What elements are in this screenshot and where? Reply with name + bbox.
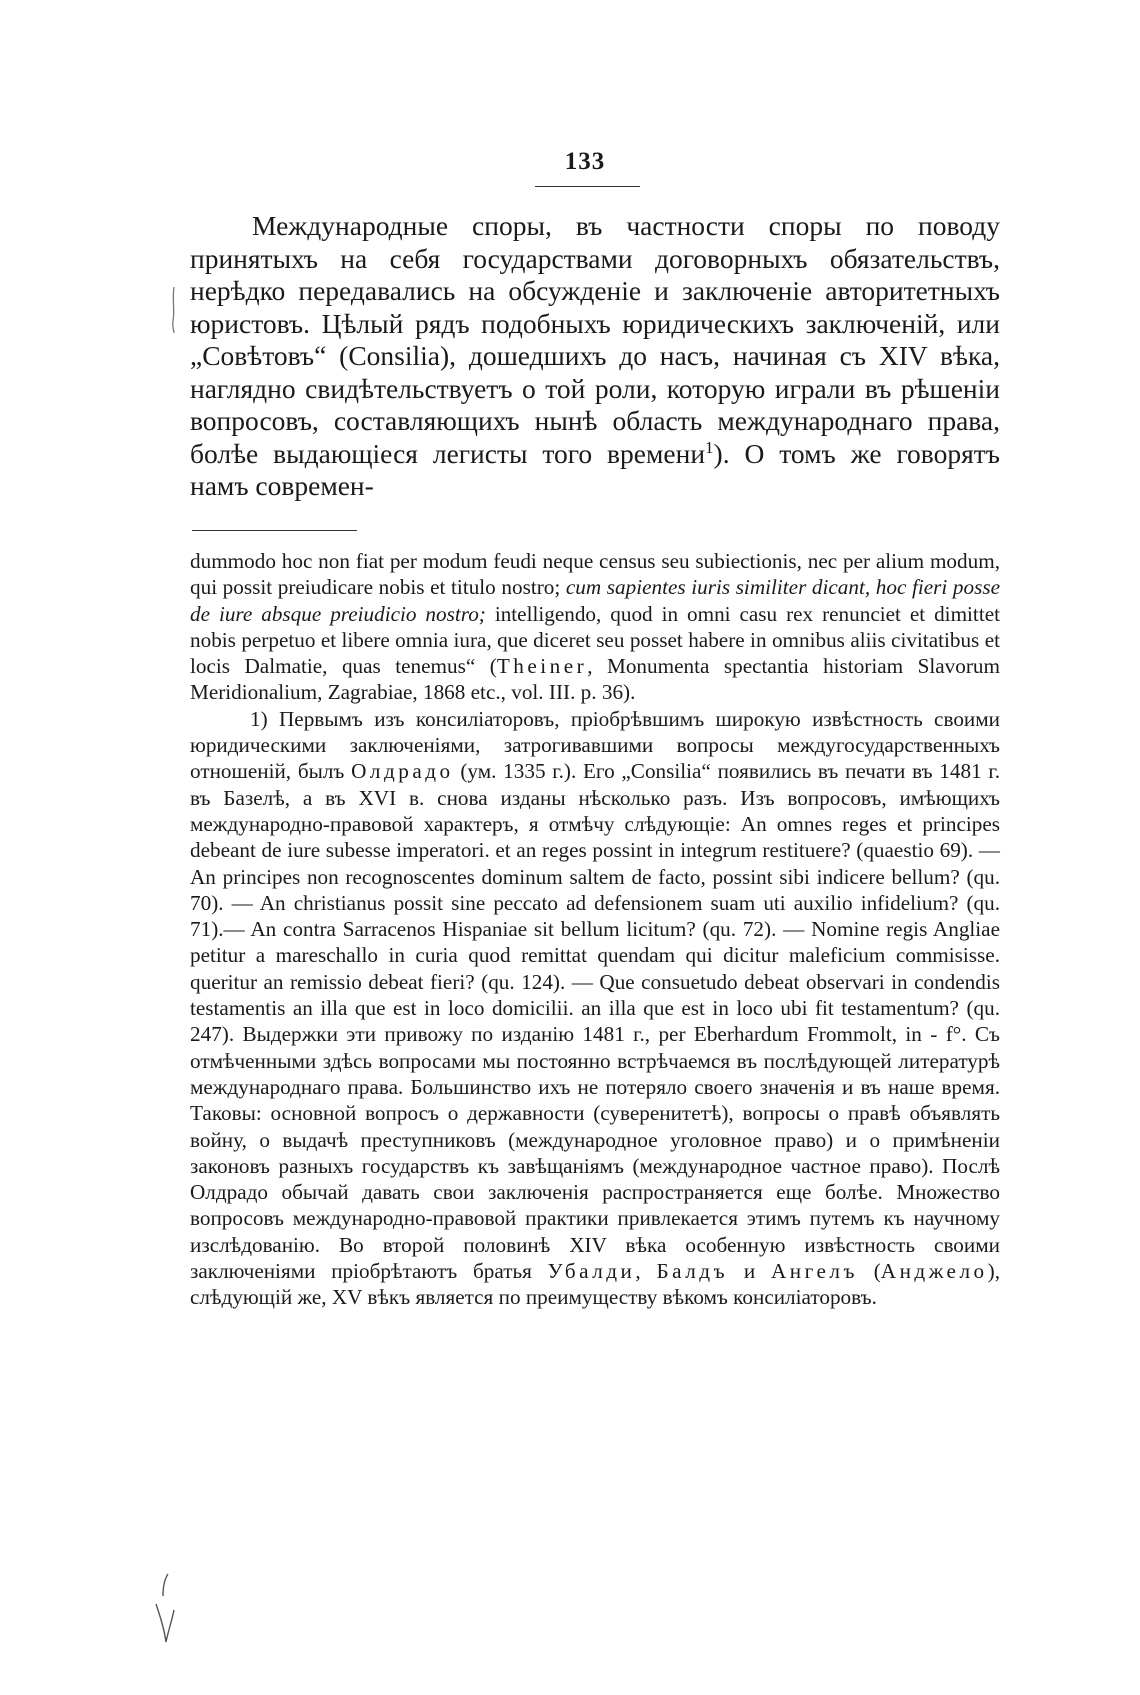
footnote-text: (ум. 1335 г.). Его „Consilia“ появились въ печати въ 1481 г. въ Базелѣ, а въ XVI в. снова изданы нѣсколько разъ. Изъ вопросовъ, имѣющихъ международно-правовой характеръ, я отмѣчу слѣдующіе: An omnes reges et principes debeant de iure subesse imperatori. et an reges possint in integrum restituere? (quaestio 69). — An principes non recognoscentes dominum saltem de facto, possint sibi indicere bellum? (qu. 70). — An christianus possit sine peccato ad defensionem suam uti auxilio infidelium? (qu. 71).— An contra Sarracenos Hispaniae sit bellum licitum? (qu. 72). — Nomine regis Angliae petitur a mareschallo in curia quod remittat quendam qui dicitur maleficium commisisse. queritur an remissio debeat fieri? (qu. 124). — Que consuetudo debeat observari in condendis testamentis an illa que est in loco domicilii. an illa que est in loco ubi fit testamentum? (qu. 247). Выдержки эти привожу по изданію 1481 г., per Eberhardum Frommolt, in - f°. Съ отмѣченными здѣсь вопросами мы постоянно встрѣчаемся въ послѣдующей литературѣ международнаго права. Большинство ихъ не потеряло своего значенія и въ наше время. Таковы: основной вопросъ о державности (суверенитетѣ), вопросы о правѣ объявлять войну, о выдачѣ преступниковъ (международное уголовное право) и о примѣненіи законовъ разныхъ государствъ къ завѣщаніямъ (международное частное право). Послѣ Олдрадо обычай давать свои заключенія распространяется еще болѣе. Множество вопросовъ международно-правовой практики привлекается этимъ путемъ къ научному изслѣдованію. Во второй половинѣ XIV вѣка особенную извѣстность своими заключеніями пріобрѣтаютъ братья [190, 759, 1000, 1284]
footnote-rule [192, 530, 357, 531]
footnote-name-angelo: Анджело [880, 1259, 988, 1284]
footnote-text: Первымъ изъ консиліаторовъ, пріобрѣвшимъ широкую извѣстность своими юридическими заключеніями, затрогивавшими вопросы междугосударственныхъ отношеній, былъ [190, 706, 1001, 784]
page-number: 133 [564, 148, 606, 175]
footnote-separator: и [728, 1259, 771, 1284]
footnote-continuation-text: dummodo hoc non fiat per modum feudi neque census seu subiectionis, nec per alium modum, qui possit preiudicare nobis et titulo nostro; [190, 549, 1000, 600]
footnote-author-name: Theiner [496, 654, 588, 679]
footnote-reference[interactable]: 1 [705, 437, 714, 457]
main-text [190, 210, 1000, 503]
footnote-text-end: ), слѣдующій же, XV вѣкъ является по преимуществу вѣкомъ консиліаторовъ. [190, 1259, 1000, 1310]
footnote-name-ubaldi: Убалди [547, 1259, 636, 1284]
page-number-rule [535, 186, 640, 187]
footnote-citation: , Monumenta spectantia historiam Slavorum Meridionalium, Zagrabiae, 1868 etc., vol. III. p. 36). [190, 654, 1000, 705]
main-paragraph [190, 210, 1000, 503]
footnote-1 [190, 706, 1000, 1311]
main-paragraph-text: Международные споры, въ частности споры по поводу принятыхъ на себя государствами договорныхъ обязательствъ, нерѣдко передавались на обсужденіе и заключеніе авторитетныхъ юристовъ. Цѣлый рядъ подобныхъ юридическихъ заключеній, или „Совѣтовъ“ (Consilia), дошедшихъ до насъ, начиная съ XIV вѣка, наглядно свидѣтельствуетъ о той роли, которую играли въ рѣшеніи вопросовъ, составляющихъ нынѣ область международнаго права, болѣе выдающіеся легисты того времени [190, 210, 1000, 469]
footnote-italic-quote: cum sapientes iuris similiter dicant, hoc fieri posse de iure absque preiudicio nostro; [190, 575, 1000, 626]
footnotes [190, 548, 1000, 1311]
footnote-continuation-text: intelligendo, quod in omni casu rex renunciet et dimittet nobis perpetuo et libere omnia iura, que diceret seu posset habere in omnibus aliis civitatibus et locis Dalmatie, quas tenemus“ ( [190, 601, 1000, 679]
footnote-separator: ( [857, 1259, 881, 1284]
footnote-marker: 1) [250, 706, 279, 731]
footnote-name-oldrado: Олдрадо [351, 759, 454, 784]
margin-pencil-mark-top [168, 285, 180, 335]
footnote-name-bald: Балдъ [656, 1259, 729, 1284]
footnote-continuation [190, 548, 1000, 706]
margin-pencil-mark-bottom [148, 1570, 178, 1650]
footnote-separator: , [635, 1259, 657, 1284]
footnote-name-angel: Ангелъ [770, 1259, 858, 1284]
main-paragraph-text-end: ). О томъ же говорятъ намъ современ- [190, 437, 1000, 501]
